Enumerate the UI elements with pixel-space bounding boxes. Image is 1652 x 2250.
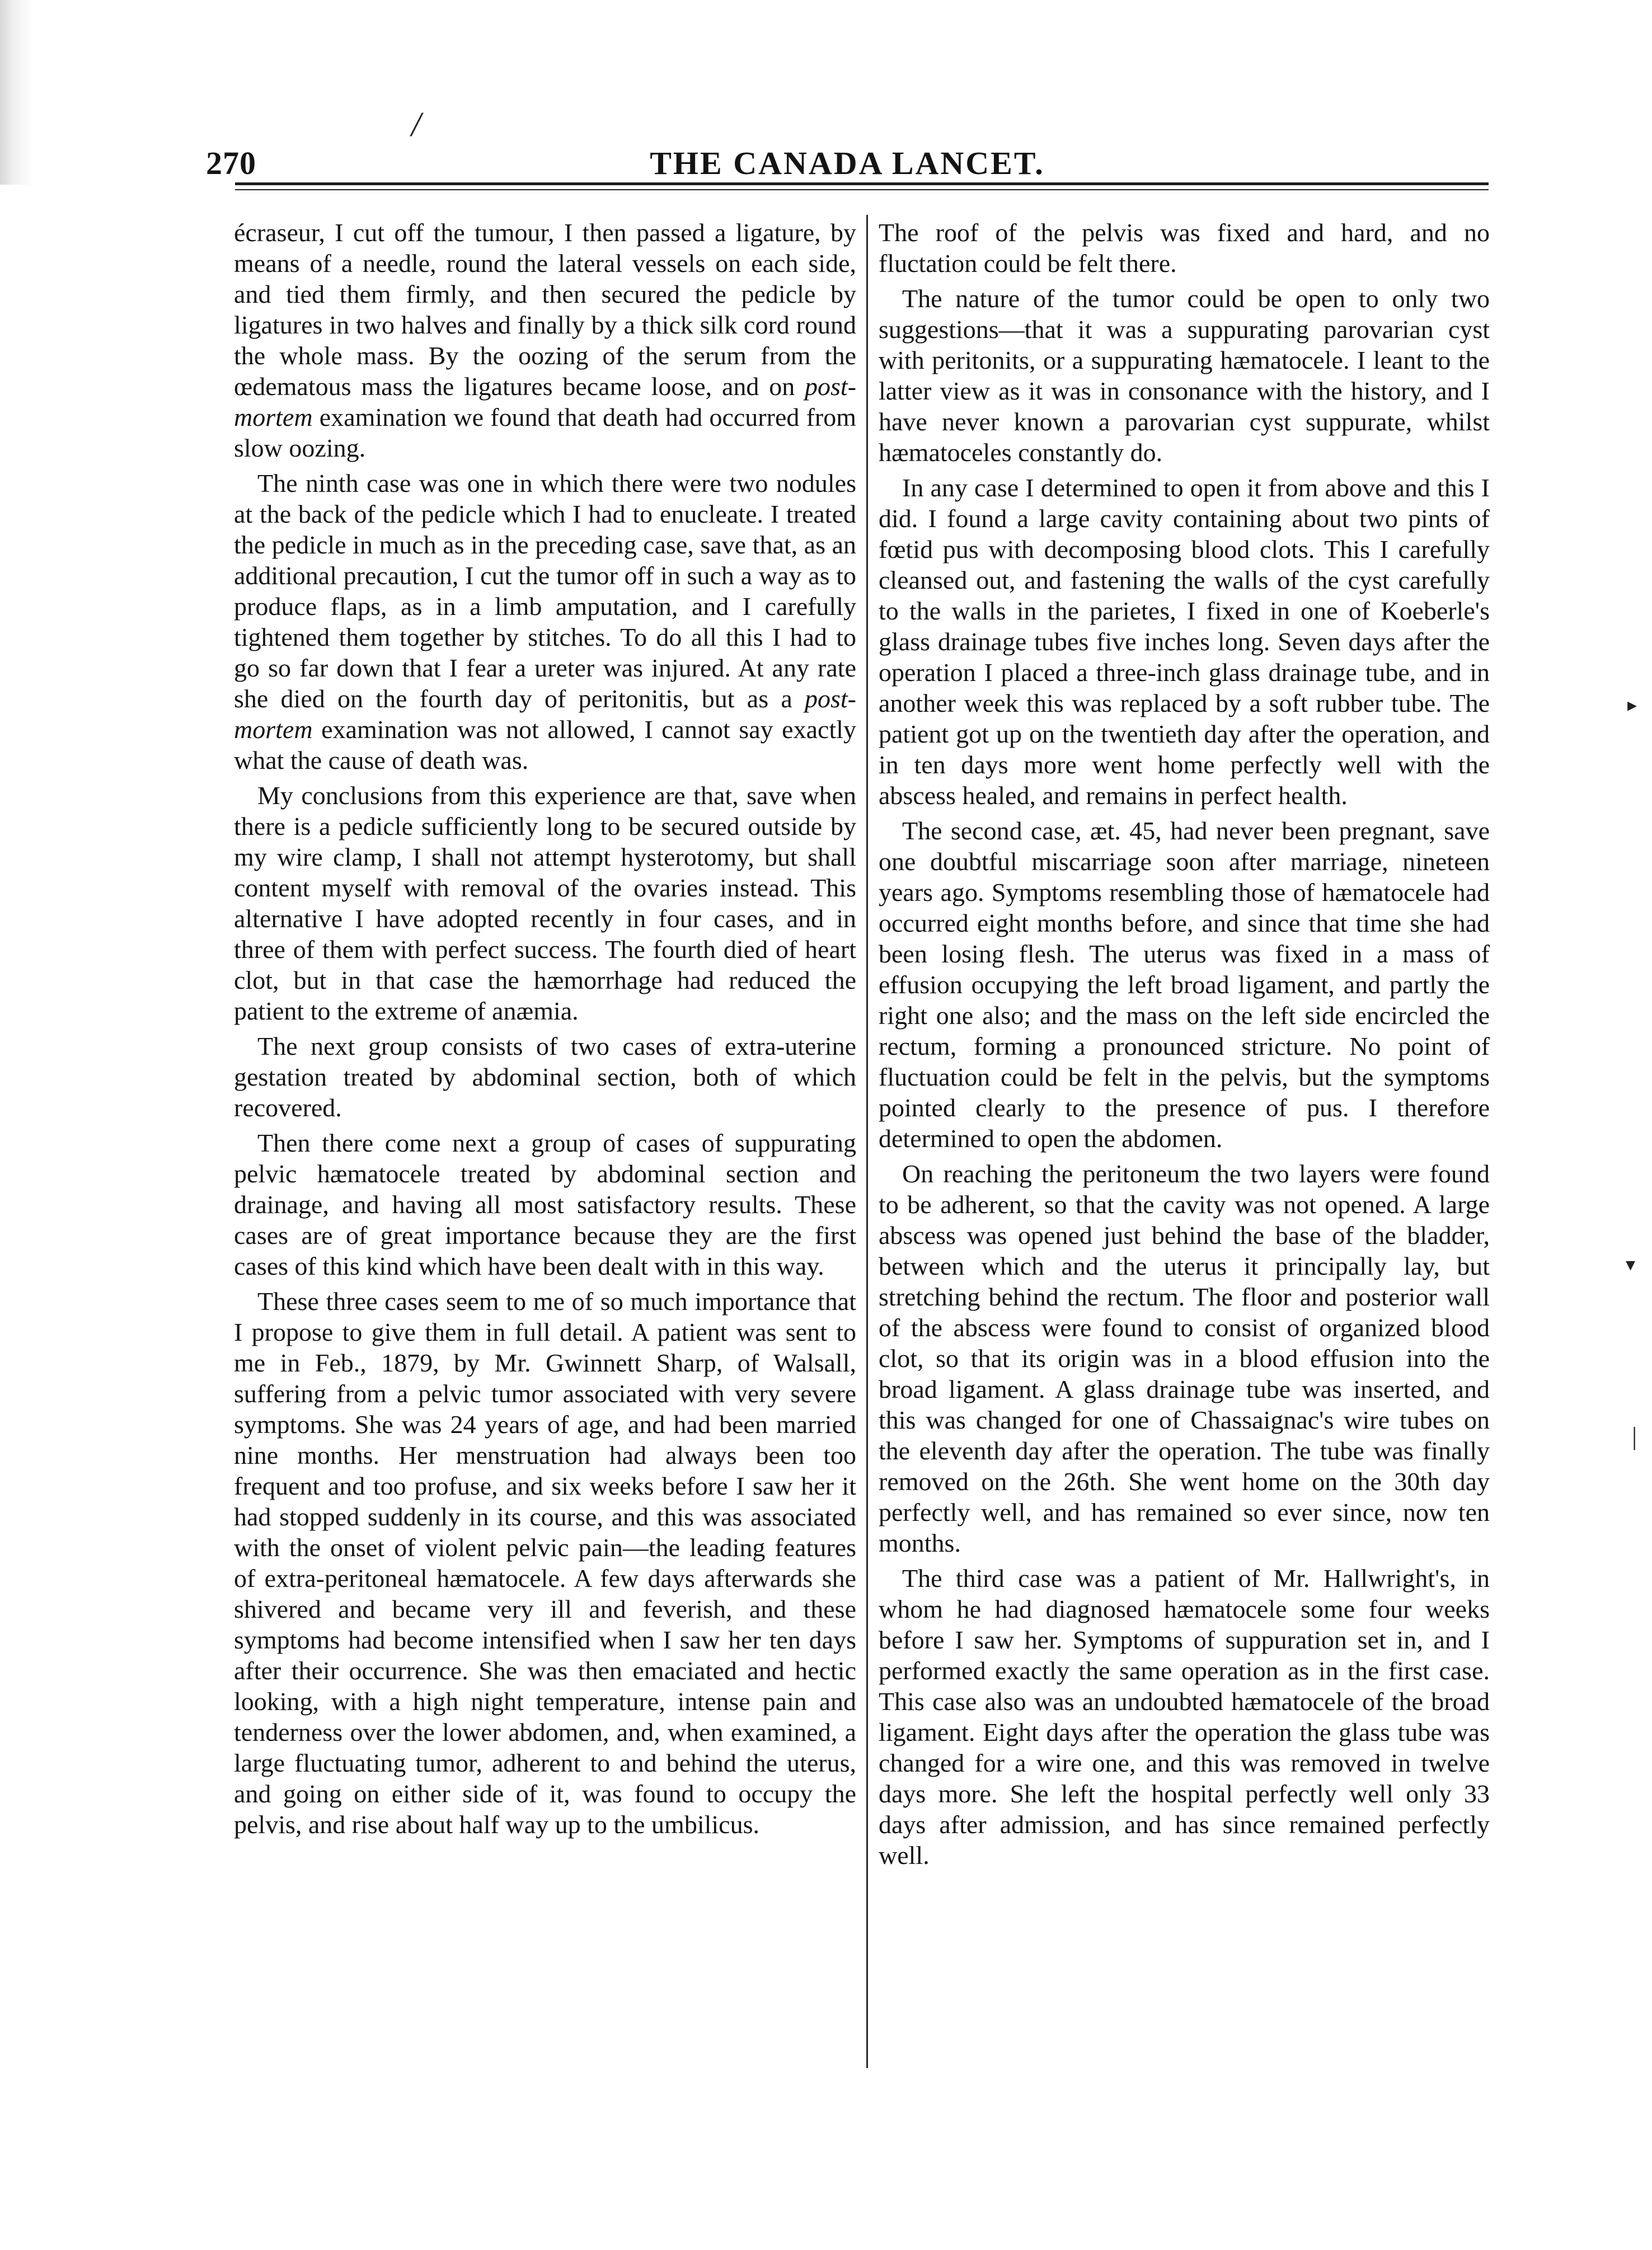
page-binding-edge (0, 0, 34, 185)
paragraph: The ninth case was one in which there were two nodules at the back of the pedicle which I had to enucleate. I treated the pedicle in much as in the preceding case, save that, as an additional precaution, I cut the tumor off in such a way as to produce flaps, as in a limb amputation, and I carefully tightened them together by stitches. To do all this I had to go so far down that I fear a ureter was injured. At any rate she died on the fourth day of peritonitis, but as a post-mortem examination was not allowed, I cannot say exactly what the cause of death was. (234, 469, 856, 774)
column-divider (866, 215, 868, 2068)
paragraph: The next group consists of two cases of extra-uterine gestation treated by abdominal section, both of which recovered. (234, 1032, 856, 1122)
paragraph: The nature of the tumor could be open to only two suggestions—that it was a suppurating parovarian cyst with peritonits, or a suppurating hæmatocele. I leant to the latter view as it was in consonance with the history, and I have never known a parovarian cyst suppurate, whilst hæmatoceles constantly do. (879, 284, 1490, 467)
paragraph: Then there come next a group of cases of suppurating pelvic hæmatocele treated by abdominal section and drainage, and having all most satisfactory results. These cases are of great importance because they are the first cases of this kind which have been dealt with in this way. (234, 1129, 856, 1280)
right-column (879, 217, 1490, 1875)
paragraph: In any case I determined to open it from above and this I did. I found a large cavity containing about two pints of fœtid pus with decomposing blood clots. This I carefully cleansed out, and fastening the walls of the cyst carefully to the walls in the parietes, I fixed in one of Koeberle's glass drainage tubes five inches long. Seven days after the operation I placed a three-inch glass drainage tube, and in another week this was replaced by a soft rubber tube. The patient got up on the twentieth day after the operation, and in ten days more went home perfectly well with the abscess healed, and remains in perfect health. (879, 473, 1490, 810)
paragraph: These three cases seem to me of so much importance that I propose to give them in full detail. A patient was sent to me in Feb., 1879, by Mr. Gwinnett Sharp, of Walsall, suffering from a pelvic tumor associated with very severe symptoms. She was 24 years of age, and had been married nine months. Her menstruation had always been too frequent and too profuse, and six weeks before I saw her it had stopped suddenly in its course, and this was associated with the onset of violent pelvic pain—the leading features of extra-peritoneal hæmatocele. A few days afterwards she shivered and became very ill and feverish, and these symptoms had become intensified when I saw her ten days after their occurrence. She was then emaciated and hectic looking, with a high night temperature, intense pain and tenderness over the lower abdomen, and, when examined, a large fluctuating tumor, adherent to and behind the uterus, and going on either side of it, was found to occupy the pelvis, and rise about half way up to the umbilicus. (234, 1287, 856, 1839)
margin-mark: | (1632, 1422, 1637, 1450)
left-column (234, 217, 856, 1844)
paragraph: My conclusions from this experience are that, save when there is a pedicle sufficiently long to be secured outside by my wire clamp, I shall not attempt hysterotomy, but shall content myself with removal of the ovaries instead. This alternative I have adopted recently in four cases, and in three of them with perfect success. The fourth died of heart clot, but in that case the hæmorrhage had reduced the patient to the extreme of anæmia. (234, 781, 856, 1025)
header-rule-thick (235, 182, 1489, 185)
journal-title: THE CANADA LANCET. (650, 145, 1045, 181)
header-rule-thin (235, 189, 1489, 190)
margin-mark: ▾ (1626, 1255, 1636, 1275)
stray-pen-mark: / (411, 106, 421, 144)
paragraph: écraseur, I cut off the tumour, I then passed a ligature, by means of a needle, round the lateral vessels on each side, and tied them firmly, and then secured the pedicle by ligatures in two halves and finally by a thick silk cord round the whole mass. By the oozing of the serum from the œdematous mass the ligatures became loose, and on post-mortem examination we found that death had occurred from slow oozing. (234, 218, 857, 462)
paragraph: The third case was a patient of Mr. Hallwright's, in whom he had diagnosed hæmatocele some four weeks before I saw her. Symptoms of suppuration set in, and I performed exactly the same operation as in the first case. This case also was an undoubted hæmatocele of the broad ligament. Eight days after the operation the glass tube was changed for a wire one, and this was removed in twelve days more. She left the hospital perfectly well only 33 days after admission, and has since remained perfectly well. (879, 1564, 1490, 1869)
paragraph: On reaching the peritoneum the two layers were found to be adherent, so that the cavity was not opened. A large abscess was opened just behind the base of the bladder, between which and the uterus it principally lay, but stretching behind the rectum. The floor and posterior wall of the abscess were found to consist of organized blood clot, so that its origin was in a blood effusion into the broad ligament. A glass drainage tube was inserted, and this was changed for one of Chassaignac's wire tubes on the eleventh day after the operation. The tube was finally removed on the 26th. She went home on the 30th day perfectly well, and has remained so ever since, now ten months. (879, 1159, 1490, 1557)
margin-mark: ▸ (1627, 695, 1637, 716)
paragraph: The roof of the pelvis was fixed and hard, and no fluctation could be felt there. (879, 218, 1490, 278)
page-number: 270 (206, 145, 256, 181)
paragraph: The second case, æt. 45, had never been pregnant, save one doubtful miscarriage soon after marriage, nineteen years ago. Symptoms resembling those of hæmatocele had occurred eight months before, and since that time she had been losing flesh. The uterus was fixed in a mass of effusion occupying the left broad ligament, and partly the right one also; and the mass on the left side encircled the rectum, forming a pronounced stricture. No point of fluctuation could be felt in the pelvis, but the symptoms pointed clearly to the presence of pus. I therefore determined to open the abdomen. (879, 816, 1490, 1153)
